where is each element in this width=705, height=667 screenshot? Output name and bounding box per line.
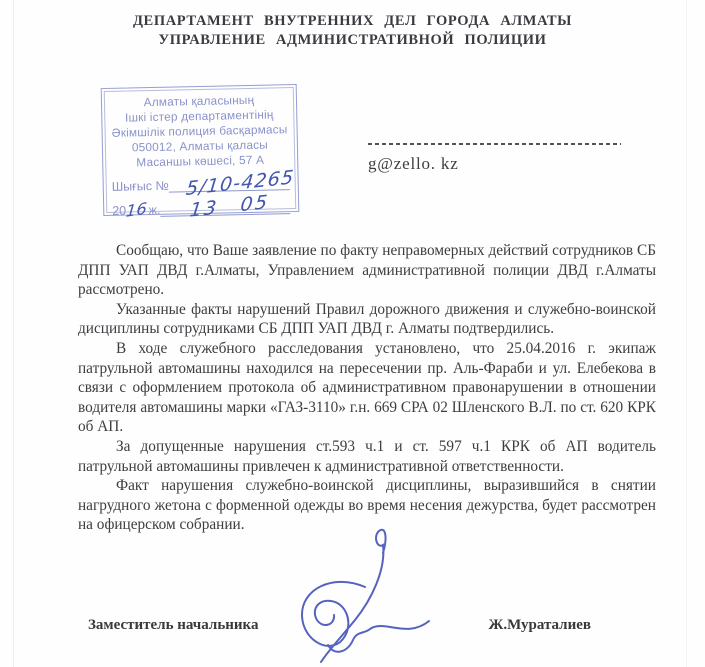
handwritten-year: 16 bbox=[125, 198, 148, 221]
letter-body bbox=[78, 241, 656, 535]
stamp-line: Ішкі істер департаментінің bbox=[124, 107, 274, 125]
stamp-line: 050012, Алматы қаласы bbox=[131, 137, 269, 155]
stamp-year-suffix: ж. bbox=[148, 202, 161, 218]
signoff-name: Ж.Мураталиев bbox=[488, 617, 591, 633]
scan-edge-left bbox=[13, 0, 14, 667]
letterhead-line1: ДЕПАРТАМЕНТ ВНУТРЕННИХ ДЕЛ ГОРОДА АЛМАТЫ bbox=[132, 13, 572, 29]
stamp-outgoing-rule bbox=[169, 166, 296, 200]
paragraph: Указанные факты нарушений Правил дорожного движения и служебно-воинской дисциплины сотрудниками СБ ДПП УАП ДВД г. Алматы подтвердились. bbox=[78, 300, 656, 338]
handwritten-date: 13 05 bbox=[188, 191, 271, 222]
stamp-line: Әкімшілік полиция басқармасы bbox=[111, 122, 288, 140]
handwritten-outgoing-number: 5/10-4265 bbox=[185, 166, 296, 200]
stamp-date-row bbox=[112, 191, 290, 222]
paragraph: Сообщаю, что Ваше заявление по факту неправомерных действий сотрудников СБ ДПП УАП ДВД г.Алматы, Управлением административной полиции ДВД г.Алматы рассмотрено. bbox=[78, 242, 656, 299]
stamp-outgoing-label: Шығыс № bbox=[111, 178, 170, 194]
addressee-dashed-line bbox=[368, 143, 621, 145]
stamp-line: Алматы қаласының bbox=[143, 92, 255, 110]
paragraph: За допущенные нарушения ст.593 ч.1 и ст. 597 ч.1 КРК об АП водитель патрульной автомашины привлечен к административной ответственности. bbox=[78, 437, 656, 475]
addressee-block bbox=[368, 143, 621, 174]
stamp-line: Масаншы көшесі, 57 А bbox=[136, 152, 265, 170]
paragraph: Факт нарушения служебно-воинской дисциплины, выразившийся в снятии нагрудного жетона с форменной одежды во время несения дежурства, будет рассмотрен на офицерском собрании. bbox=[78, 477, 656, 534]
addressee-email: g@zello. kz bbox=[368, 154, 459, 173]
paragraph: В ходе служебного расследования установлено, что 25.04.2016 г. экипаж патрульной автомашины находился на пересечении пр. Аль-Фараби и ул. Елебекова в связи с оформлением протокола об административном правонарушении в отношении водителя автомашины марки «ГАЗ-3110» г.н. 669 СРА 02 Шленского В.Л. по ст. 620 КРК об АП. bbox=[78, 339, 656, 436]
stamp-date-rule bbox=[160, 191, 290, 222]
registration-stamp bbox=[101, 84, 300, 222]
letterhead-line2: УПРАВЛЕНИЕ АДМИНИСТРАТИВНОЙ ПОЛИЦИИ bbox=[158, 32, 547, 48]
signoff-position: Заместитель начальника bbox=[88, 617, 259, 633]
stamp-year-prefix: 20 bbox=[112, 203, 127, 218]
scan-edge-right bbox=[686, 0, 687, 667]
letterhead bbox=[0, 12, 705, 50]
signature-scribble bbox=[271, 523, 441, 667]
signoff-row bbox=[88, 617, 591, 634]
